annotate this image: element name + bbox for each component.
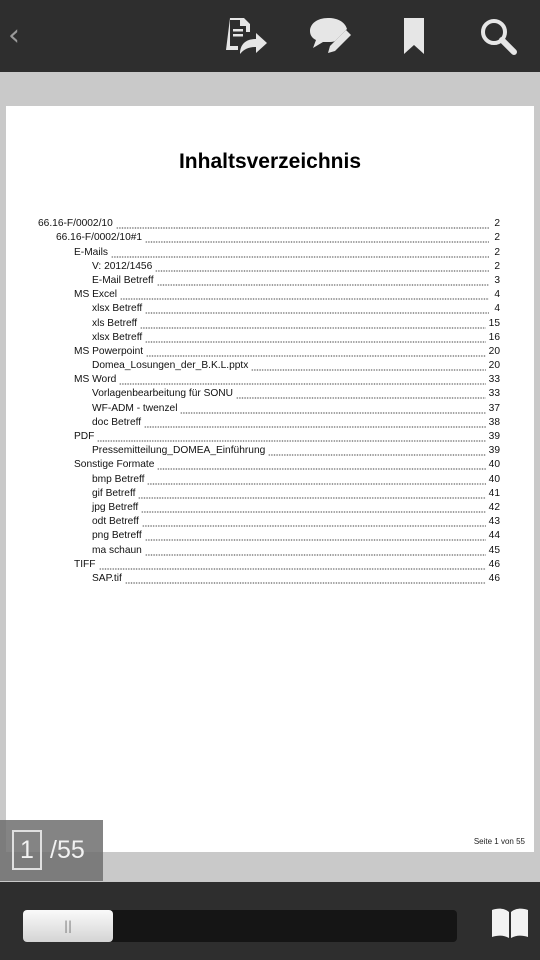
page-slider-handle[interactable]: || xyxy=(23,910,113,942)
page-slider[interactable] xyxy=(23,910,457,942)
toc-dot-leader xyxy=(97,432,485,442)
toc-entry-page: 40 xyxy=(488,473,500,485)
toc-entry-page: 43 xyxy=(488,516,500,528)
toc-entry-label: E-Mails xyxy=(74,246,108,258)
toc-dot-leader xyxy=(155,262,489,272)
toc-entry[interactable] xyxy=(38,514,500,528)
toc-entry[interactable] xyxy=(38,315,500,329)
toc-entry-label: PDF xyxy=(74,431,95,442)
toc-entry-label: V: 2012/1456 xyxy=(92,260,153,272)
toc-dot-leader xyxy=(268,446,485,456)
toc-entry-page: 45 xyxy=(488,544,500,556)
toc-entry[interactable] xyxy=(38,486,500,500)
toc-entry-page: 39 xyxy=(488,431,500,442)
toc-entry[interactable] xyxy=(38,443,500,457)
toc-entry-page: 15 xyxy=(488,317,500,329)
toc-entry-page: 40 xyxy=(488,459,500,471)
toc-dot-leader xyxy=(119,375,485,385)
toc-dot-leader xyxy=(120,290,489,300)
bookmark-button[interactable] xyxy=(390,12,438,60)
back-button[interactable]: ‹ xyxy=(8,18,20,53)
toc-entry-label: TIFF xyxy=(74,558,96,570)
toc-dot-leader xyxy=(111,248,489,258)
toc-entry-label: Vorlagenbearbeitung für SONU xyxy=(92,388,234,400)
toc-entry[interactable] xyxy=(38,400,500,414)
toc-entry[interactable] xyxy=(38,344,500,358)
toc-entry-page: 16 xyxy=(488,331,500,343)
toc-entry[interactable] xyxy=(38,542,500,556)
toc-entry-label: MS Excel xyxy=(74,289,118,301)
toc-entry-page: 2 xyxy=(494,246,500,258)
toc-entry-page: 44 xyxy=(488,530,500,542)
toc-entry-page: 42 xyxy=(488,501,500,513)
page-indicator xyxy=(0,820,103,881)
document-page[interactable] xyxy=(6,106,534,852)
toc-entry-label: SAP.tif xyxy=(92,572,122,584)
annotate-button[interactable] xyxy=(306,12,354,60)
toc-entry-page: 37 xyxy=(488,402,500,414)
toc-dot-leader xyxy=(125,574,486,584)
toc-dot-leader xyxy=(145,546,486,556)
toc-entry-page: 2 xyxy=(494,218,500,230)
toc-entry-page: 33 xyxy=(488,374,500,386)
toc-entry-label: MS Powerpoint xyxy=(74,345,144,357)
toc-entry-label: Pressemitteilung_DOMEA_Einführung xyxy=(92,445,266,457)
toc-entry-label: Sonstige Formate xyxy=(74,459,155,471)
toc-entry-label: bmp Betreff xyxy=(92,473,145,485)
toc-entry[interactable] xyxy=(38,528,500,542)
toc-entry-page: 2 xyxy=(494,232,500,244)
toc-entry-label: odt Betreff xyxy=(92,516,139,528)
toc-entry-label: Domea_Losungen_der_B.K.L.pptx xyxy=(92,360,249,372)
toc-dot-leader xyxy=(146,347,486,357)
toc-entry[interactable] xyxy=(38,273,500,287)
toc-entry[interactable] xyxy=(38,330,500,344)
toc-dot-leader xyxy=(236,389,486,399)
annotate-comment-icon xyxy=(306,12,354,60)
toc-entry-page: 20 xyxy=(488,360,500,372)
toc-entry-label: 66.16-F/0002/10#1 xyxy=(56,232,143,244)
toc-entry[interactable] xyxy=(38,216,500,230)
top-toolbar xyxy=(0,0,540,72)
toc-entry-label: WF-ADM - twenzel xyxy=(92,402,178,414)
toc-entry-label: png Betreff xyxy=(92,530,142,542)
toc-entry-label: xlsx Betreff xyxy=(92,303,143,315)
toc-entry[interactable] xyxy=(38,415,500,429)
toc-list xyxy=(38,216,500,585)
toc-entry[interactable] xyxy=(38,244,500,258)
bottom-toolbar xyxy=(0,882,540,960)
toc-dot-leader xyxy=(138,489,485,499)
toc-entry[interactable] xyxy=(38,571,500,585)
toc-dot-leader xyxy=(116,219,489,229)
toc-entry[interactable] xyxy=(38,301,500,315)
search-icon xyxy=(474,12,522,60)
toc-entry-label: xls Betreff xyxy=(92,317,138,329)
page-footer: Seite 1 von 55 xyxy=(473,837,525,846)
toc-entry-label: MS Word xyxy=(74,374,117,386)
toc-entry-label: E-Mail Betreff xyxy=(92,274,154,286)
export-share-button[interactable] xyxy=(222,12,270,60)
toc-entry-page: 38 xyxy=(488,416,500,428)
toc-entry-page: 2 xyxy=(494,260,500,272)
toc-entry[interactable] xyxy=(38,557,500,571)
toc-dot-leader xyxy=(141,503,485,513)
book-icon xyxy=(488,902,532,942)
toc-dot-leader xyxy=(145,304,489,314)
bookmark-icon xyxy=(390,12,438,60)
toc-entry-page: 46 xyxy=(488,558,500,570)
page-total: /55 xyxy=(50,836,85,864)
toc-entry-page: 4 xyxy=(494,289,500,301)
search-button[interactable] xyxy=(474,12,522,60)
toc-dot-leader xyxy=(142,517,486,527)
page-number-input[interactable]: 1 xyxy=(12,830,42,870)
toc-entry[interactable] xyxy=(38,230,500,244)
export-share-icon xyxy=(222,12,270,60)
toc-dot-leader xyxy=(145,531,486,541)
toc-entry-label: xlsx Betreff xyxy=(92,331,143,343)
toc-entry-page: 4 xyxy=(494,303,500,315)
toc-dot-leader xyxy=(140,319,486,329)
toc-dot-leader xyxy=(145,233,489,243)
table-of-contents-button[interactable] xyxy=(488,902,532,942)
toc-dot-leader xyxy=(99,560,486,570)
toc-entry[interactable] xyxy=(38,457,500,471)
toc-title: Inhaltsverzeichnis xyxy=(178,150,362,173)
toc-dot-leader xyxy=(157,276,489,286)
toc-entry-label: gif Betreff xyxy=(92,487,136,499)
toc-entry-page: 41 xyxy=(488,487,500,499)
toc-entry-label: jpg Betreff xyxy=(92,501,139,513)
toc-entry[interactable] xyxy=(38,429,500,443)
toc-dot-leader xyxy=(144,418,486,428)
toc-entry-label: ma schaun xyxy=(92,544,142,556)
toc-entry-page: 46 xyxy=(488,572,500,584)
toc-entry[interactable] xyxy=(38,386,500,400)
toc-entry-label: 66.16-F/0002/10 xyxy=(38,218,113,230)
toc-entry[interactable] xyxy=(38,259,500,273)
toc-entry[interactable] xyxy=(38,287,500,301)
toc-dot-leader xyxy=(157,460,485,470)
toc-entry[interactable] xyxy=(38,471,500,485)
toc-entry-page: 33 xyxy=(488,388,500,400)
toc-dot-leader xyxy=(147,475,485,485)
toc-entry-page: 3 xyxy=(494,274,500,286)
toc-entry-page: 39 xyxy=(488,445,500,457)
toc-dot-leader xyxy=(251,361,485,371)
toc-dot-leader xyxy=(145,333,485,343)
toc-entry-label: doc Betreff xyxy=(92,416,142,428)
toc-entry-page: 20 xyxy=(488,345,500,357)
toc-entry[interactable] xyxy=(38,372,500,386)
toc-entry[interactable] xyxy=(38,358,500,372)
toc-dot-leader xyxy=(180,404,485,414)
toc-entry[interactable] xyxy=(38,500,500,514)
